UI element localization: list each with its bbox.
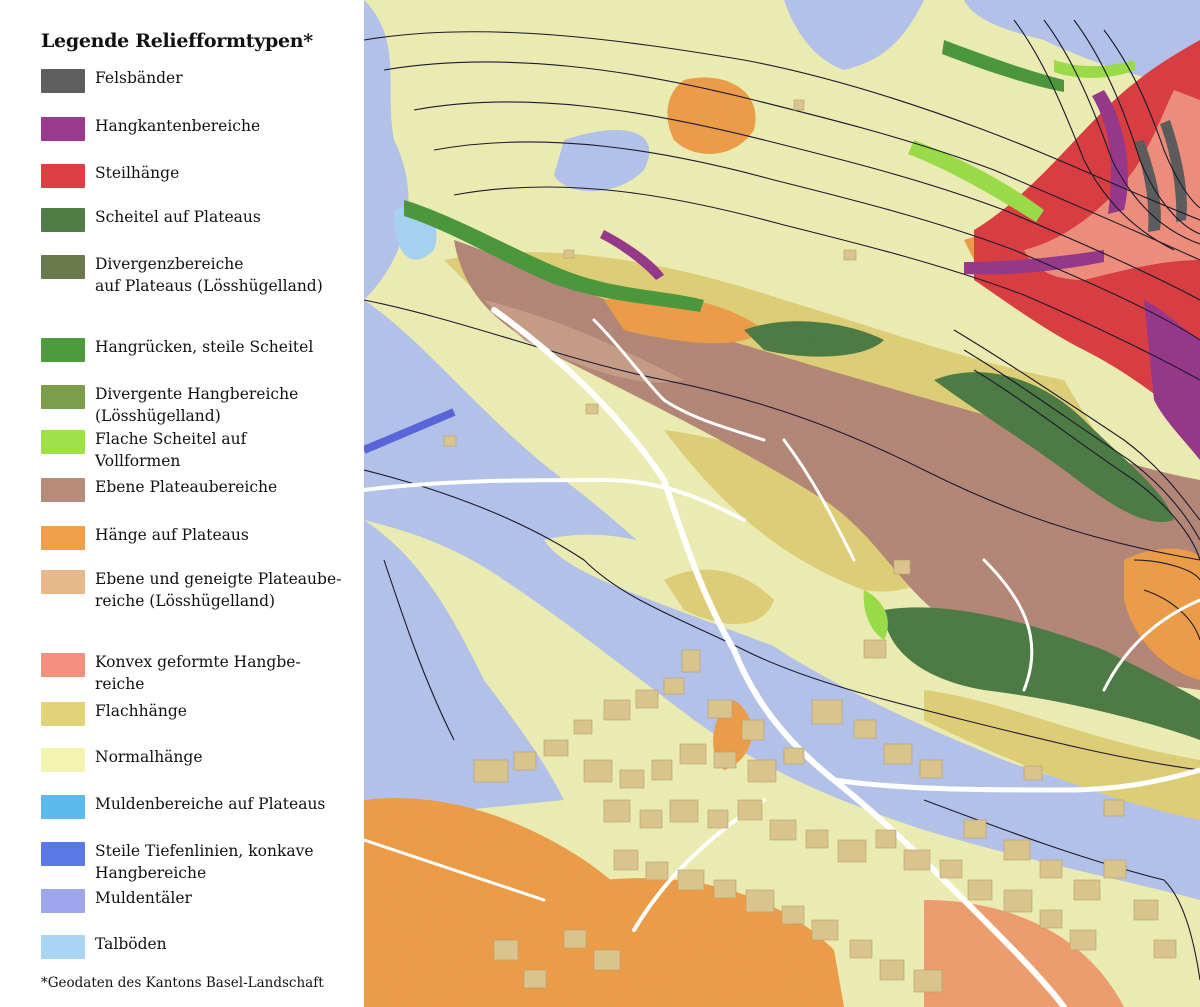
building [620,770,644,788]
relief-map-canvas [364,0,1200,1007]
building [652,760,672,780]
building [914,970,942,992]
building [636,690,658,708]
building [880,960,904,980]
legend-item-label: Steilhänge [95,164,180,182]
building [940,860,962,878]
building [1004,890,1032,912]
building [664,678,684,694]
building [968,880,992,900]
building [708,810,728,828]
convex-slope-swatch [41,653,85,677]
building [1040,910,1062,928]
building [964,820,986,838]
flat-plateau-swatch [41,478,85,502]
divergence-plateau-swatch [41,255,85,279]
building [594,950,620,970]
building [854,720,876,738]
building [586,404,598,414]
plateau-hollow-swatch [41,795,85,819]
legend-item-label: Muldenbereiche auf Plateaus [95,795,326,813]
building [524,970,546,988]
legend-item-label: Scheitel auf Plateaus [95,208,261,226]
building [564,250,574,258]
legend-item-label: Flachhänge [95,702,187,720]
building [864,640,886,658]
building [1070,930,1096,950]
legend-item-label: Konvex geformte Hangbe- reiche [95,653,301,693]
legend-item-label: Divergente Hangbereiche (Lösshügelland) [95,385,299,425]
ridge-swatch [41,338,85,362]
hollow-valley-swatch [41,889,85,913]
steep-slope-swatch [41,164,85,188]
building [1040,860,1062,878]
building [574,720,592,734]
normal-slope-swatch [41,748,85,772]
building [1024,766,1042,780]
building [708,700,732,718]
flat-crest-swatch [41,430,85,454]
building [1004,840,1030,860]
plateau-crest-swatch [41,208,85,232]
building [904,850,930,870]
building [494,940,518,960]
building [784,748,804,764]
rock-band-swatch [41,69,85,93]
building [544,740,568,756]
legend-item-label: Flache Scheitel auf Vollformen [95,430,247,470]
inclined-plateau-swatch [41,570,85,594]
building [782,906,804,924]
building [812,920,838,940]
legend-item-label: Felsbänder [95,69,183,87]
building [584,760,612,782]
plateau-slope-swatch [41,526,85,550]
relief-areas [364,0,1200,1007]
building [564,930,586,948]
slope-edge-swatch [41,117,85,141]
legend-footnote: *Geodaten des Kantons Basel-Landschaft [41,975,324,991]
building [884,744,912,764]
building [812,700,842,724]
building [876,830,896,848]
building [604,700,630,720]
legend-item-label: Normalhänge [95,748,203,766]
building [894,560,910,574]
building [742,720,764,740]
building [794,100,804,110]
legend-item-label: Ebene und geneigte Plateaube- reiche (Lösshügelland) [95,570,342,610]
legend-item-label: Divergenzbereiche auf Plateaus (Lösshügelland) [95,255,323,295]
building [1104,800,1124,816]
legend-item-label: Steile Tiefenlinien, konkave Hangbereiche [95,842,314,882]
building [1104,860,1126,878]
legend-item-label: Hangrücken, steile Scheitel [95,338,314,356]
building [646,862,668,880]
legend-title: Legende Reliefformtypen* [41,30,313,52]
building [748,760,776,782]
legend-item-label: Ebene Plateaubereiche [95,478,278,496]
legend-item-label: Hangkantenbereiche [95,117,261,135]
building [844,250,856,260]
steep-thalweg-swatch [41,842,85,866]
building [920,760,942,778]
building [850,940,872,958]
building [1154,940,1176,958]
building [514,752,536,770]
divergent-slope-swatch [41,385,85,409]
building [714,752,736,768]
building [838,840,866,862]
building [680,744,706,764]
legend-panel [0,0,364,1007]
building [1074,880,1100,900]
building [1134,900,1158,920]
building [614,850,638,870]
gentle-slope-swatch [41,702,85,726]
building [444,436,456,446]
legend-item-label: Talböden [95,935,167,953]
building [714,880,736,898]
building [604,800,630,822]
building [640,810,662,828]
building [738,800,762,820]
building [682,650,700,672]
building [806,830,828,848]
legend-item-label: Muldentäler [95,889,192,907]
building [746,890,774,912]
building [770,820,796,840]
building [670,800,698,822]
legend-item-label: Hänge auf Plateaus [95,526,249,544]
relief-map[interactable] [364,0,1200,1007]
building [678,870,704,890]
valley-floor-swatch [41,935,85,959]
building [474,760,508,782]
